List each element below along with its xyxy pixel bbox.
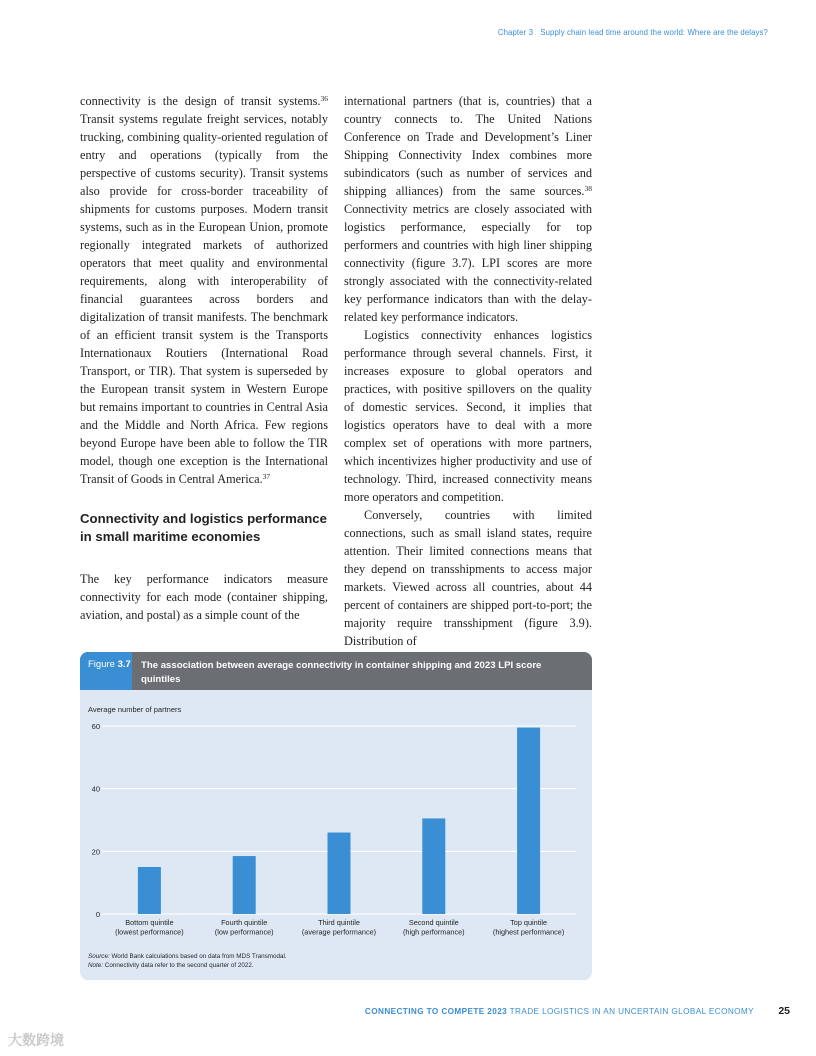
right-paragraph-2: Logistics connectivity enhances logistics performance through several channels. First, it increases exposure to global operators and practices, with positive spillovers on the quality of domestic services. Second, it implies that logistics operators have to deal with a more complex set of operations with more partners, which incentivizes higher productivity and use of technology. Third, increased connectivity means more operators and competition. [344, 328, 592, 504]
x-tick-label: Third quintile [318, 918, 360, 927]
left-paragraph-1: connectivity is the design of transit systems.$^{36}$ Transit systems regulate freight services, notably trucking, combining quality-oriented regulation of entry and operations (typically from the perspective of customs security). Transit systems also provide for cross-border traceability of shipments for customs purposes. Modern transit systems, such as in the European Union, promote regionally integrated markets of authorized operators that meet quality and environmental requirements, along with interoperability of financial guarantees across borders and digitalization of transit manifests. The benchmark of an efficient transit system is the Transports Internationaux Routiers (International Road Transport, or TIR). That system is superseded by the European transit system in Western Europe but remains important to countries in Central Asia and the Middle and North Africa. Few regions beyond Europe have been able to follow the TIR model, though one exception is the International Transit of Goods in Central America.$^{37}$ [80, 94, 328, 486]
footer-subtitle: TRADE LOGISTICS IN AN UNCERTAIN GLOBAL ECONOMY [509, 1007, 754, 1016]
y-tick-label: 60 [91, 722, 100, 731]
y-axis-label: Average number of partners [88, 705, 182, 714]
x-tick-labels [115, 918, 564, 937]
bar [233, 856, 256, 914]
x-tick-label: (average performance) [301, 927, 377, 937]
y-tick-label: 0 [95, 910, 100, 919]
x-tick-label: (highest performance) [492, 927, 565, 937]
bar [138, 867, 161, 914]
x-tick-label: (lowest performance) [115, 927, 184, 937]
chapter-label: Chapter 3 [497, 28, 534, 37]
x-tick-label: (high performance) [402, 927, 465, 937]
right-column [344, 92, 592, 650]
y-tick-labels [92, 722, 100, 919]
chapter-title: Supply chain lead time around the world: Where are the delays? [540, 28, 768, 37]
figure-tag [80, 652, 132, 690]
figure-header [80, 652, 592, 690]
footnote-ref[interactable]: 36 [320, 94, 328, 103]
footer [365, 1007, 754, 1016]
watermark-logo [8, 1030, 64, 1050]
y-tick-label: 40 [91, 784, 100, 794]
figure-notes [88, 952, 287, 970]
x-tick-label: Second quintile [408, 918, 459, 927]
section-heading: Connectivity and logistics performance in small maritime economies [80, 511, 327, 544]
x-tick-label: Top quintile [510, 918, 548, 927]
left-paragraph-2: The key performance indicators measure connectivity for each mode (container shipping, aviation, and postal) as a simple count of the [80, 572, 328, 622]
running-head [498, 28, 768, 37]
watermark-text: 大数跨境 [8, 1033, 64, 1049]
footnote-ref[interactable]: 38 [584, 184, 592, 193]
page-number: 25 [778, 1005, 790, 1017]
left-column [80, 92, 328, 624]
x-tick-label: Fourth quintile [221, 918, 268, 927]
figure-note: Note: Connectivity data refer to the second quarter of 2022. [88, 962, 254, 969]
figure-label: Figure [88, 659, 115, 670]
y-tick-label: 20 [91, 847, 100, 857]
footer-brand: CONNECTING TO COMPETE 2023 [364, 1007, 508, 1016]
figure-number: 3.7 [117, 659, 131, 670]
figure-box [80, 652, 592, 980]
footnote-ref[interactable]: 37 [262, 472, 271, 481]
figure-source: Source: World Bank calculations based on data from MDS Transmodal. [88, 953, 287, 960]
x-tick-label: Bottom quintile [125, 918, 174, 927]
bar [422, 818, 445, 914]
bar [328, 833, 351, 914]
figure-title: The association between average connectivity in container shipping and 2023 LPI score quintiles [141, 660, 542, 685]
bar [517, 728, 540, 914]
right-paragraph-1: international partners (that is, countries) that a country connects to. The United Nations Conference on Trade and Development’s Liner Shipping Connectivity Index combines more subindicators (such as number of services and shipping alliances) from the same sources.$^{38}$ Connectivity metrics are closely associated with logistics performance, especially for top performers and countries with high liner shipping connectivity (figure 3.7). LPI scores are more strongly associated with the connectivity-related key performance indicators than with the delay-related key performance indicators. [344, 94, 592, 324]
x-tick-label: (low performance) [214, 927, 274, 937]
right-paragraph-3: Conversely, countries with limited connections, such as small island states, require attention. Their limited connections means that they depend on transshipments to access major markets. Viewed across all countries, about 44 percent of containers are shipped port-to-port; the majority require transshipment (figure 3.9). Distribution of [344, 508, 592, 648]
bar-chart [80, 690, 592, 950]
bars [138, 728, 540, 914]
